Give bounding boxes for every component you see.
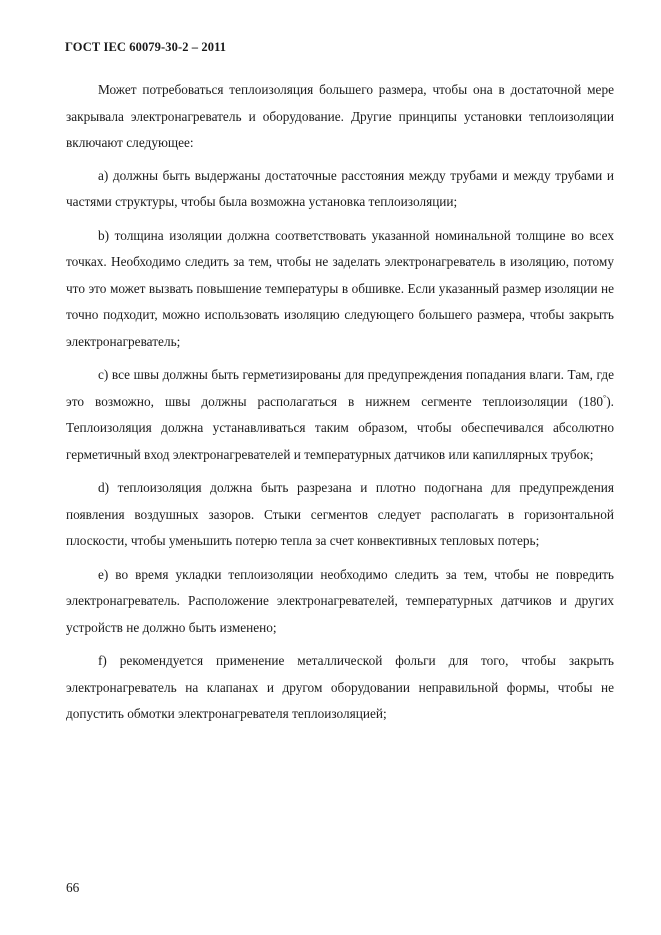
document-body: [66, 77, 614, 735]
list-item-f: f) рекомендуется применение металлической фольги для того, чтобы закрыть электронагреватель на клапанах и другом оборудовании неправильной формы, чтобы не допустить обмотки электронагревателя теплоизоляцией;: [66, 653, 614, 721]
page-number: 66: [66, 880, 80, 895]
document-header: ГОСТ IEC 60079-30-2 – 2011: [65, 40, 227, 54]
list-item-d: d) теплоизоляция должна быть разрезана и плотно подогнана для предупреждения появления воздушных зазоров. Стыки сегментов следует располагать в горизонтальной плоскости, чтобы уменьшить потерю тепла за счет конвективных тепловых потерь;: [66, 480, 614, 548]
degree-superscript: °: [603, 393, 607, 403]
list-item-b: b) толщина изоляции должна соответствовать указанной номинальной толщине во всех точках. Необходимо следить за тем, чтобы не заделать электронагреватель в изоляцию, потому что это может вызвать повышение температуры в обшивке. Если указанный размер изоляции не точно подходит, можно использовать изоляцию следующего большего размера, чтобы закрыть электронагреватель;: [66, 227, 614, 349]
list-item-c-text-before: c) все швы должны быть герметизированы для предупреждения попадания влаги. Там, где это возможно, швы должны располагаться в нижнем сегменте теплоизоляции (180: [66, 367, 614, 409]
list-item-c-text-after: ). Теплоизоляция должна устанавливаться таким образом, чтобы обеспечивался абсолютно герметичный вход электронагревателей и температурных датчиков или капиллярных трубок;: [66, 393, 614, 462]
list-item-e: e) во время укладки теплоизоляции необходимо следить за тем, чтобы не повредить электронагреватель. Расположение электронагревателей, температурных датчиков и других устройств не должно быть изменено;: [66, 566, 614, 635]
list-item-a: a) должны быть выдержаны достаточные расстояния между трубами и между трубами и частями структуры, чтобы была возможна установка теплоизоляции;: [66, 167, 614, 209]
intro-paragraph: Может потребоваться теплоизоляция большего размера, чтобы она в достаточной мере закрывала электронагреватель и оборудование. Другие принципы установки теплоизоляции включают следующее:: [66, 82, 614, 150]
list-item-c: [66, 362, 614, 468]
